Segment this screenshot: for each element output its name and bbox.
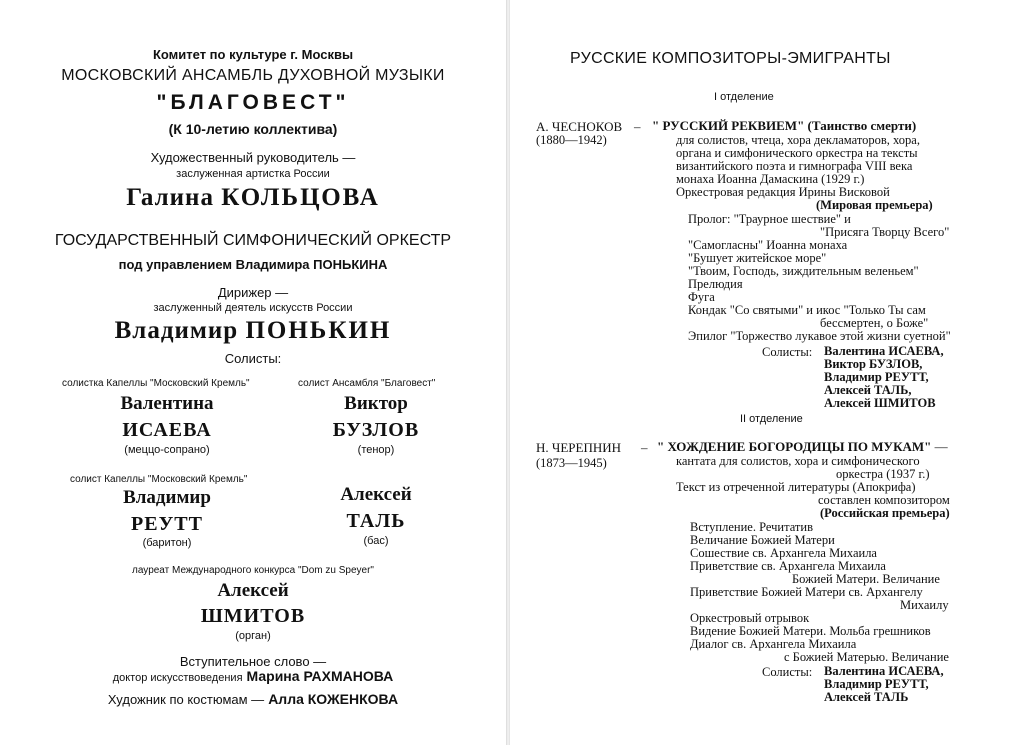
part2-soloist: Алексей ТАЛЬ [824, 690, 909, 704]
part1-work [652, 119, 916, 133]
soloists-heading: Солисты: [224, 351, 282, 366]
part1-composer: А. ЧЕСНОКОВ [536, 119, 623, 134]
conductor-role: Дирижер — [217, 285, 289, 300]
part1-section: "Бушует житейское море" [688, 251, 827, 265]
conductor-first: Владимир [114, 317, 239, 344]
part1-desc: монаха Иоанна Дамаскина (1929 г.) [676, 172, 865, 186]
intro-label: Вступительное слово — [179, 654, 327, 669]
part1-section: Пролог: "Траурное шествие" и [688, 212, 851, 226]
part1-section: "Самогласны" Иоанна монаха [688, 238, 848, 252]
ensemble-name: "БЛАГОВЕСТ" [156, 91, 350, 114]
soloist-voice: (меццо-сопрано) [124, 444, 210, 456]
part1-section: Эпилог "Торжество лукавое этой жизни суетной" [688, 329, 951, 343]
ensemble-title: МОСКОВСКИЙ АНСАМБЛЬ ДУХОВНОЙ МУЗЫКИ [61, 67, 445, 84]
part1-section: "Присяга Творцу Всего" [820, 225, 950, 239]
part2-heading: II отделение [740, 413, 803, 425]
anniversary-note: (К 10-летию коллектива) [168, 121, 338, 137]
soloist-first-name: Алексей [340, 484, 412, 505]
organist-last-name: ШМИТОВ [200, 605, 306, 627]
soloist-last-name: БУЗЛОВ [332, 419, 420, 441]
part2-section: Приветствие св. Архангела Михаила [690, 559, 886, 573]
part1-section: бессмертен, о Боже" [820, 316, 929, 330]
soloist-affiliation: солистка Капеллы "Московский Кремль" [62, 378, 250, 389]
part2-soloists-label: Солисты: [762, 665, 813, 679]
part1-years: (1880—1942) [536, 133, 607, 147]
part1-section: Кондак "Со святыми" и икос "Только Ты сам [688, 303, 926, 317]
art-director-role: Художественный руководитель — [150, 150, 356, 165]
part2-section: Величание Божией Матери [690, 533, 835, 547]
intro-title: доктор искусствоведения [112, 672, 243, 684]
part2-soloist: Владимир РЕУТТ, [824, 677, 929, 691]
part2-soloist: Валентина ИСАЕВА, [824, 664, 944, 678]
soloist-voice: (тенор) [357, 444, 395, 456]
part2-section: Оркестровый отрывок [690, 611, 810, 625]
art-director-title: заслуженная артистка России [176, 168, 330, 180]
part2-desc: Текст из отреченной литературы (Апокрифа) [676, 480, 916, 494]
orchestra-lead [0, 257, 506, 272]
soloist-last-name: ИСАЕВА [122, 419, 212, 441]
part1-soloist: Виктор БУЗЛОВ, [824, 357, 923, 371]
part1-work-subtitle: (Таинство смерти) [807, 118, 917, 133]
conductor-title: заслуженный деятель искусств России [153, 302, 353, 314]
program-title: РУССКИЕ КОМПОЗИТОРЫ-ЭМИГРАНТЫ [570, 50, 891, 67]
costume-name: Алла КОЖЕНКОВА [268, 691, 399, 707]
orchestra-lead-prefix: под управлением Владимира [118, 257, 310, 272]
part1-soloists-label: Солисты: [762, 345, 813, 359]
part1-work-title: " РУССКИЙ РЕКВИЕМ" [652, 118, 805, 133]
part1-section: "Твоим, Господь, зиждительным веленьем" [688, 264, 919, 278]
part2-desc: кантата для солистов, хора и симфонического [676, 454, 920, 468]
part2-section: Сошествие св. Архангела Михаила [690, 546, 877, 560]
part1-soloist: Алексей ШМИТОВ [824, 396, 936, 410]
soloist-voice: (бас) [363, 535, 389, 547]
conductor-last: ПОНЬКИН [245, 317, 392, 344]
part2-dash: – [641, 440, 648, 455]
part2-work-title: " ХОЖДЕНИЕ БОГОРОДИЦЫ ПО МУКАМ" [657, 439, 932, 454]
part2-work-dash: — [934, 439, 948, 454]
conductor-name [0, 317, 506, 345]
part2-desc: оркестра (1937 г.) [836, 467, 930, 481]
part2-composer: Н. ЧЕРЕПНИН [536, 440, 622, 455]
part1-dash: – [634, 119, 641, 134]
part1-desc: Оркестровая редакция Ирины Висковой [676, 185, 890, 199]
costume-label: Художник по костюмам — [107, 692, 265, 707]
part1-premiere: (Мировая премьера) [816, 198, 933, 212]
part2-years: (1873—1945) [536, 456, 607, 470]
part1-desc: органа и симфонического оркестра на тексты [676, 146, 918, 160]
intro-name: Марина РАХМАНОВА [246, 668, 394, 684]
part2-section: Божией Матери. Величание [792, 572, 940, 586]
organist-first-name: Алексей [217, 580, 289, 601]
part1-heading: I отделение [714, 91, 774, 103]
part1-desc: для солистов, чтеца, хора декламаторов, хора, [676, 133, 920, 147]
soloist-affiliation: солист Ансамбля "Благовест" [298, 378, 436, 389]
part1-soloist: Валентина ИСАЕВА, [824, 344, 944, 358]
part1-soloist: Владимир РЕУТТ, [824, 370, 929, 384]
organist-instrument: (орган) [235, 630, 271, 642]
soloist-affiliation: солист Капеллы "Московский Кремль" [70, 474, 248, 485]
part2-section: Михаилу [900, 598, 949, 612]
part2-premiere: (Российская премьера) [820, 506, 950, 520]
soloist-first-name: Виктор [344, 393, 408, 414]
art-director-name [0, 184, 506, 212]
intro-speaker [0, 668, 506, 686]
part1-desc: византийского поэта и гимнографа VIII века [676, 159, 913, 173]
costume-credit [0, 691, 506, 709]
part1-section: Прелюдия [688, 277, 743, 291]
orchestra-lead-last: ПОНЬКИНА [313, 257, 388, 272]
part1-section: Фуга [688, 290, 715, 304]
soloist-first-name: Валентина [120, 393, 214, 414]
part2-section: Видение Божией Матери. Мольба грешников [690, 624, 931, 638]
orchestra-title: ГОСУДАРСТВЕННЫЙ СИМФОНИЧЕСКИЙ ОРКЕСТР [54, 232, 452, 249]
soloist-last-name: РЕУТТ [131, 513, 203, 535]
part2-section: Приветствие Божией Матери св. Архангелу [690, 585, 923, 599]
art-director-first: Галина [126, 184, 214, 211]
laureate-line: лауреат Международного конкурса "Dom zu Speyer" [132, 565, 374, 576]
soloist-voice: (баритон) [142, 537, 192, 549]
part2-work [657, 440, 948, 454]
left-page [0, 0, 506, 745]
committee-line: Комитет по культуре г. Москвы [152, 47, 354, 62]
part2-section: Вступление. Речитатив [690, 520, 813, 534]
soloist-last-name: ТАЛЬ [346, 510, 406, 532]
art-director-last: КОЛЬЦОВА [221, 184, 380, 211]
part2-section: Диалог св. Архангела Михаила [690, 637, 857, 651]
part1-soloist: Алексей ТАЛЬ, [824, 383, 912, 397]
part2-desc: составлен композитором [818, 493, 950, 507]
part2-section: с Божией Матерью. Величание [784, 650, 949, 664]
soloist-first-name: Владимир [123, 487, 211, 508]
right-page [510, 0, 1024, 745]
